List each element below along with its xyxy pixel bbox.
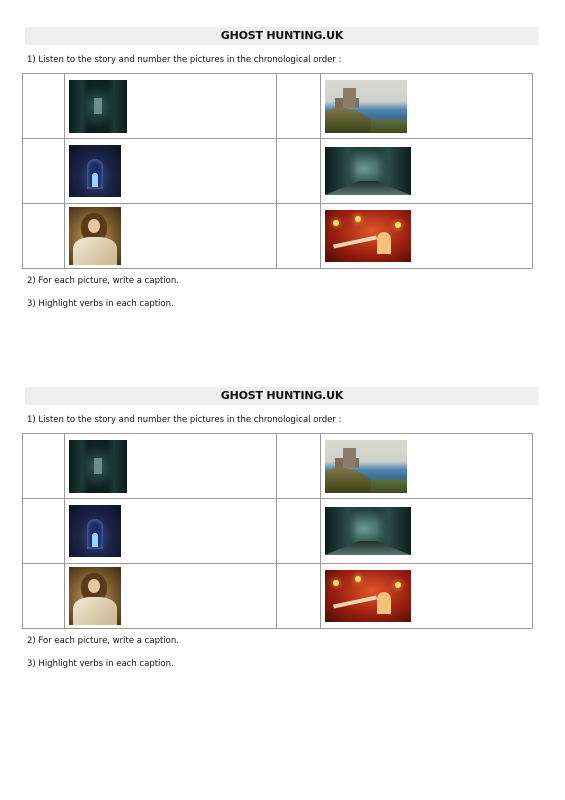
picture-cell	[65, 434, 277, 499]
portrait-painting-photo	[69, 207, 121, 265]
dark-corridor-photo	[69, 80, 127, 133]
instruction-write-caption: 2) For each picture, write a caption.	[27, 636, 179, 646]
instruction-number-pictures: 1) Listen to the story and number the pictures in the chronological order :	[27, 55, 342, 65]
number-cell[interactable]	[23, 434, 65, 499]
picture-grid	[22, 73, 533, 269]
worksheet-title: GHOST HUNTING.UK	[25, 27, 539, 45]
picture-cell	[65, 74, 277, 139]
picture-cell	[320, 434, 532, 499]
grid-row	[23, 204, 533, 269]
number-cell[interactable]	[277, 434, 320, 499]
number-cell[interactable]	[277, 139, 320, 204]
grid-row	[23, 564, 533, 629]
cliff-castle-photo	[325, 440, 407, 493]
gothic-arch-hall-photo	[69, 145, 121, 197]
picture-cell	[65, 564, 277, 629]
red-staircase-photo	[325, 570, 411, 622]
number-cell[interactable]	[277, 74, 320, 139]
cliff-castle-photo	[325, 80, 407, 133]
gothic-arch-hall-photo	[69, 505, 121, 557]
dark-corridor-photo	[69, 440, 127, 493]
picture-cell	[65, 139, 277, 204]
number-cell[interactable]	[23, 74, 65, 139]
picture-cell	[320, 564, 532, 629]
instruction-write-caption: 2) For each picture, write a caption.	[27, 276, 179, 286]
instruction-highlight-verbs: 3) Highlight verbs in each caption.	[27, 299, 174, 309]
number-cell[interactable]	[277, 499, 320, 564]
picture-cell	[320, 499, 532, 564]
number-cell[interactable]	[23, 499, 65, 564]
grid-row	[23, 434, 533, 499]
picture-cell	[65, 499, 277, 564]
green-corridor-photo	[325, 507, 411, 555]
number-cell[interactable]	[23, 204, 65, 269]
picture-cell	[320, 139, 532, 204]
instruction-highlight-verbs: 3) Highlight verbs in each caption.	[27, 659, 174, 669]
picture-cell	[320, 204, 532, 269]
worksheet-title: GHOST HUNTING.UK	[25, 387, 539, 405]
grid-row	[23, 74, 533, 139]
picture-cell	[65, 204, 277, 269]
picture-grid	[22, 433, 533, 629]
portrait-painting-photo	[69, 567, 121, 625]
number-cell[interactable]	[23, 564, 65, 629]
instruction-number-pictures: 1) Listen to the story and number the pictures in the chronological order :	[27, 415, 342, 425]
grid-row	[23, 139, 533, 204]
grid-row	[23, 499, 533, 564]
number-cell[interactable]	[277, 564, 320, 629]
green-corridor-photo	[325, 147, 411, 195]
number-cell[interactable]	[23, 139, 65, 204]
picture-cell	[320, 74, 532, 139]
number-cell[interactable]	[277, 204, 320, 269]
red-staircase-photo	[325, 210, 411, 262]
